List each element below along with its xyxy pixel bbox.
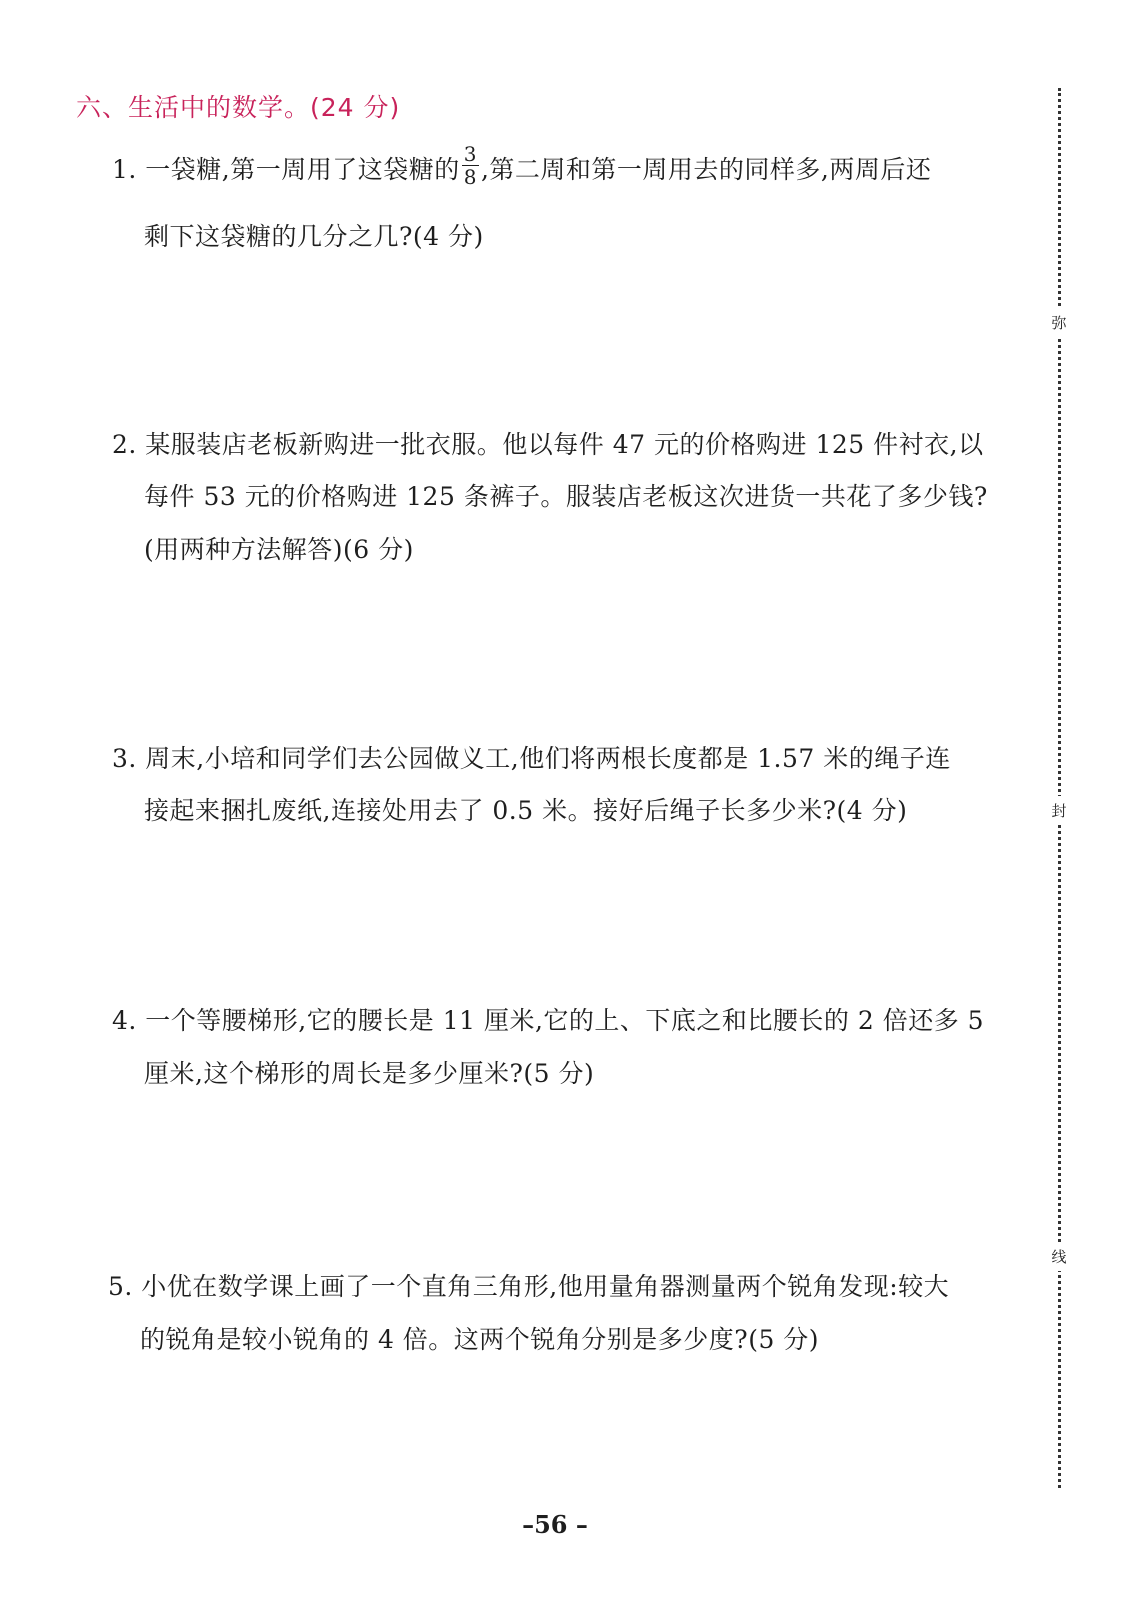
section-title: 六、生活中的数学。(24 分) xyxy=(76,93,401,122)
question-1-line-1 xyxy=(112,142,932,193)
fraction-three-eighths xyxy=(462,144,479,187)
question-2-line-2: 每件 53 元的价格购进 125 条裤子。服装店老板这次进货一共花了多少钱? xyxy=(144,482,988,511)
seal-char-mi: 弥 xyxy=(1044,308,1074,337)
seal-dotted-line xyxy=(1058,88,1061,1488)
question-3-line-2: 接起来捆扎废纸,连接处用去了 0.5 米。接好后绳子长多少米?(4 分) xyxy=(144,796,908,825)
question-2-line-3: (用两种方法解答)(6 分) xyxy=(144,535,414,564)
question-4-line-1: 4. 一个等腰梯形,它的腰长是 11 厘米,它的上、下底之和比腰长的 2 倍还多 5 xyxy=(112,1006,985,1035)
question-5-line-2: 的锐角是较小锐角的 4 倍。这两个锐角分别是多少度?(5 分) xyxy=(140,1325,820,1354)
question-1-text-after: ,第二周和第一周用去的同样多,两周后还 xyxy=(480,155,932,184)
question-3-line-1: 3. 周末,小培和同学们去公园做义工,他们将两根长度都是 1.57 米的绳子连 xyxy=(112,744,951,773)
seal-char-feng: 封 xyxy=(1044,796,1074,825)
question-5-line-1: 5. 小优在数学课上画了一个直角三角形,他用量角器测量两个锐角发现:较大 xyxy=(108,1272,950,1301)
question-2-line-1: 2. 某服装店老板新购进一批衣服。他以每件 47 元的价格购进 125 件衬衣,以 xyxy=(112,430,984,459)
question-4-line-2: 厘米,这个梯形的周长是多少厘米?(5 分) xyxy=(144,1059,595,1088)
question-1-text-before: 1. 一袋糖,第一周用了这袋糖的 xyxy=(112,155,460,184)
seal-char-xian: 线 xyxy=(1044,1242,1074,1271)
fraction-denominator: 8 xyxy=(463,165,477,189)
page-number: –56 – xyxy=(522,1510,588,1539)
fraction-numerator: 3 xyxy=(463,142,477,166)
question-1-line-2: 剩下这袋糖的几分之几?(4 分) xyxy=(144,222,484,251)
